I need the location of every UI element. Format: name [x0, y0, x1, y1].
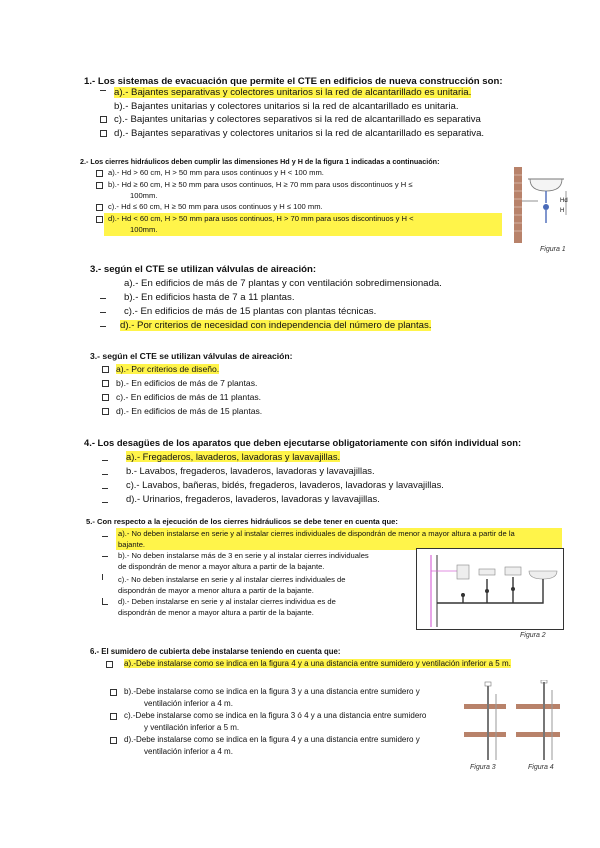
q6-option-c[interactable]: c).-Debe instalarse como se indica en la figura 3 ó 4 y a una distancia entre sumidero	[124, 711, 427, 720]
q5-option-d[interactable]: d).- Deben instalarse en serie y al instalar cierres individua es de	[118, 597, 336, 606]
q2-option-c-checkbox[interactable]	[96, 204, 103, 211]
q2-option-c[interactable]: c).- Hd ≤ 60 cm, H ≥ 50 mm para usos continuos y H ≤ 100 mm.	[108, 202, 323, 211]
q5-option-c-marker[interactable]	[102, 574, 103, 580]
q2-option-b-cont: 100mm.	[130, 191, 158, 200]
q3b-option-a-checkbox[interactable]	[102, 366, 109, 373]
q6-title: 6.- El sumidero de cubierta debe instalarse teniendo en cuenta que:	[90, 647, 341, 656]
q6-option-c-checkbox[interactable]	[110, 713, 117, 720]
q3b-option-d[interactable]: d).- En edificios de más de 15 plantas.	[116, 406, 263, 416]
q5-option-d-cont: dispondrán de menor a mayor altura a partir de la bajante.	[118, 608, 314, 617]
q6-option-a[interactable]: a).-Debe instalarse como se indica en la figura 4 y a una distancia entre sumidero y ventilación inferior a 5 m.	[124, 659, 511, 668]
q3b-option-a[interactable]: a).- Por criterios de diseño.	[116, 364, 220, 374]
figure-1-h-label: H	[560, 208, 565, 214]
figure-2	[416, 548, 564, 630]
q4-option-c-marker[interactable]	[102, 488, 108, 489]
q3a-option-c-marker[interactable]	[100, 312, 106, 313]
q1-title: 1.- Los sistemas de evacuación que permite el CTE en edificios de nueva construcción son:	[84, 76, 503, 87]
figures-3-4	[460, 680, 564, 762]
q6-option-d-checkbox[interactable]	[110, 737, 117, 744]
q5-option-c-cont: dispondrán de mayor a menor altura a partir de la bajante.	[118, 586, 314, 595]
q2-option-d[interactable]: d).- Hd < 60 cm, H > 50 mm para usos continuos, H > 70 mm para usos discontinuos y H <	[108, 214, 414, 223]
q3a-option-d-marker[interactable]	[100, 326, 106, 327]
q1-option-a[interactable]: a).- Bajantes separativas y colectores unitarios si la red de alcantarillado es unitaria.	[114, 87, 472, 98]
figure-3-caption: Figura 3	[470, 764, 496, 771]
q3b-option-d-checkbox[interactable]	[102, 408, 109, 415]
q3b-option-b-checkbox[interactable]	[102, 380, 109, 387]
q3b-option-c-checkbox[interactable]	[102, 394, 109, 401]
q5-option-a-cont: bajante.	[118, 540, 146, 549]
q5-title: 5.- Con respecto a la ejecución de los cierres hidráulicos se debe tener en cuenta que:	[86, 517, 398, 526]
q6-option-d[interactable]: d).-Debe instalarse como se indica en la figura 4 y a una distancia entre sumidero y	[124, 735, 420, 744]
q6-option-c-cont: y ventilación inferior a 5 m.	[144, 723, 240, 732]
q4-option-d[interactable]: d).- Urinarios, fregaderos, lavaderos, lavadoras y lavavajillas.	[126, 493, 380, 504]
q6-option-a-checkbox[interactable]	[106, 661, 113, 668]
q3b-option-c[interactable]: c).- En edificios de más de 11 plantas.	[116, 392, 262, 402]
figure-4-caption: Figura 4	[528, 764, 554, 771]
q4-title: 4.- Los desagües de los aparatos que deben ejecutarse obligatoriamente con sifón individual son:	[84, 437, 522, 448]
q5-option-b-cont: de dispondrán de menor a mayor altura a partir de la bajante.	[118, 562, 325, 571]
figure-1	[508, 163, 576, 245]
q3b-option-b[interactable]: b).- En edificios de más de 7 plantas.	[116, 378, 258, 388]
q3a-option-b-marker[interactable]	[100, 298, 106, 299]
q2-option-a[interactable]: a).- Hd > 60 cm, H > 50 mm para usos continuos y H < 100 mm.	[108, 168, 324, 177]
q5-option-c[interactable]: c).- No deben instalarse en serie y al instalar cierres individuales de	[118, 575, 346, 584]
q4-option-d-marker[interactable]	[102, 502, 108, 503]
q2-option-b-checkbox[interactable]	[96, 182, 103, 189]
q5-option-a-marker[interactable]	[102, 536, 108, 537]
q1-option-c[interactable]: c).- Bajantes unitarias y colectores separativos si la red de alcantarillado es separativa	[114, 114, 481, 125]
q2-option-b[interactable]: b).- Hd ≥ 60 cm, H ≥ 50 mm para usos continuos, H ≥ 70 mm para usos discontinuos y H ≤	[108, 180, 413, 189]
figure-1-caption: Figura 1	[540, 246, 566, 253]
q5-option-d-marker[interactable]	[102, 598, 108, 605]
q3a-option-b[interactable]: b).- En edificios hasta de 7 a 11 plantas.	[124, 292, 295, 303]
q4-option-a[interactable]: a).- Fregaderos, lavaderos, lavadoras y lavavajillas.	[126, 451, 341, 462]
q4-option-c[interactable]: c).- Lavabos, bañeras, bidés, fregaderos, lavaderos, lavadoras y lavavajillas.	[126, 479, 444, 490]
q3a-option-a[interactable]: a).- En edificios de más de 7 plantas y con ventilación sobredimensionada.	[124, 278, 442, 289]
q4-option-a-marker[interactable]	[102, 460, 108, 461]
q6-option-d-cont: ventilación inferior a 4 m.	[144, 747, 233, 756]
q4-option-b-marker[interactable]	[102, 474, 108, 475]
q3a-option-c[interactable]: c).- En edificios de más de 15 plantas con plantas técnicas.	[124, 306, 377, 317]
q1-option-c-checkbox[interactable]	[100, 116, 107, 123]
q5-option-a[interactable]: a).- No deben instalarse en serie y al instalar cierres individuales de dispondrán de menor a mayor altura a partir de la	[118, 529, 515, 538]
q3a-title: 3.- según el CTE se utilizan válvulas de aireación:	[90, 264, 317, 275]
q6-option-b-checkbox[interactable]	[110, 689, 117, 696]
figure-1-hd-label: Hd	[560, 198, 568, 204]
q2-title: 2.- Los cierres hidráulicos deben cumplir las dimensiones Hd y H de la figura 1 indicadas a continuación:	[80, 157, 440, 166]
q5-option-b-marker[interactable]	[102, 556, 108, 557]
q1-option-a-marker[interactable]	[100, 90, 106, 91]
q1-option-b[interactable]: b).- Bajantes unitarias y colectores unitarios si la red de alcantarillado es unitaria.	[114, 101, 459, 112]
q6-option-b-cont: ventilación inferior a 4 m.	[144, 699, 233, 708]
q5-option-b[interactable]: b).- No deben instalarse más de 3 en serie y al instalar cierres individuales	[118, 551, 369, 560]
figure-2-caption: Figura 2	[520, 632, 546, 639]
q3a-option-d[interactable]: d).- Por criterios de necesidad con independencia del número de plantas.	[120, 320, 432, 331]
q1-option-d-checkbox[interactable]	[100, 130, 107, 137]
q3b-title: 3.- según el CTE se utilizan válvulas de aireación:	[90, 351, 293, 361]
q2-option-d-checkbox[interactable]	[96, 216, 103, 223]
q6-option-b[interactable]: b).-Debe instalarse como se indica en la figura 3 y a una distancia entre sumidero y	[124, 687, 420, 696]
q4-option-b[interactable]: b.- Lavabos, fregaderos, lavaderos, lavadoras y lavavajillas.	[126, 465, 375, 476]
q2-option-a-checkbox[interactable]	[96, 170, 103, 177]
q1-option-d[interactable]: d).- Bajantes separativas y colectores unitarios si la red de alcantarillado es separativa.	[114, 128, 485, 139]
q2-option-d-cont: 100mm.	[130, 225, 158, 234]
